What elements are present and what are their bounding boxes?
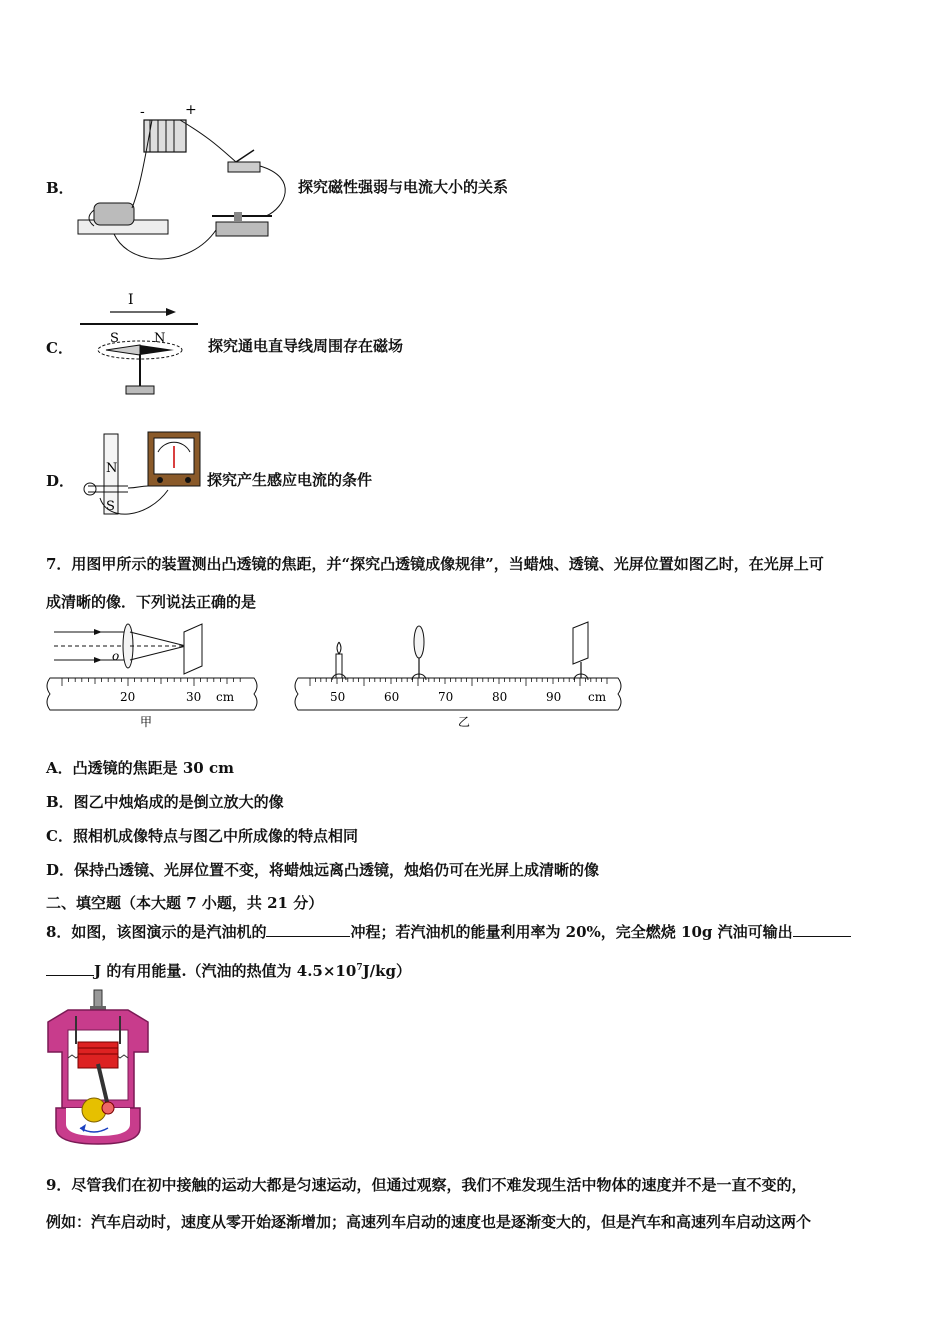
q8-exponent: 7 xyxy=(356,963,363,973)
figure-yi-caption: 乙 xyxy=(458,715,471,729)
ruler-yi-label-50: 50 xyxy=(330,690,346,704)
ruler-yi-label-60: 60 xyxy=(384,690,400,704)
q7-option-b: B．图乙中烛焰成的是倒立放大的像 xyxy=(46,793,284,811)
magnet-s-label: S xyxy=(106,499,115,514)
battery-minus-label: - xyxy=(140,104,145,120)
ruler-jia-label-20: 20 xyxy=(120,690,136,704)
figure-jia xyxy=(44,620,262,732)
ruler-jia-unit: cm xyxy=(216,690,235,704)
q7-option-a: A．凸透镜的焦距是 30 cm xyxy=(46,759,234,777)
ruler-yi-label-80: 80 xyxy=(492,690,508,704)
figure-yi xyxy=(290,620,628,732)
switch-icon xyxy=(228,162,260,172)
battery-plus-label: + xyxy=(185,102,197,118)
q8-blank-energy-part1[interactable] xyxy=(793,920,851,937)
q8-blank-energy-part2[interactable] xyxy=(46,959,94,976)
gasoline-engine-figure xyxy=(44,988,152,1146)
q7-stem-line2: 成清晰的像．下列说法正确的是 xyxy=(46,593,257,611)
screen-yi-icon xyxy=(573,622,588,664)
q8-line1-part1: 8．如图，该图演示的是汽油机的 xyxy=(46,923,267,941)
screen-jia-icon xyxy=(184,624,202,674)
compass-needle-icon xyxy=(106,345,140,355)
current-label: I xyxy=(128,292,134,308)
option-d-text: 探究产生感应电流的条件 xyxy=(207,471,373,489)
rheostat-icon xyxy=(216,222,268,236)
oersted-experiment-figure xyxy=(70,282,210,400)
figure-jia-caption: 甲 xyxy=(140,715,153,729)
optical-center-label: o xyxy=(112,649,120,663)
q7-option-d: D．保持凸透镜、光屏位置不变，将蜡烛远离凸透镜，烛焰仍可在光屏上成清晰的像 xyxy=(46,861,600,879)
electromagnet-coil-icon xyxy=(94,203,134,225)
q7-option-c: C．照相机成像特点与图乙中所成像的特点相同 xyxy=(46,827,358,845)
q8-line1 xyxy=(46,920,851,942)
q7-stem-line1: 7．用图甲所示的装置测出凸透镜的焦距，并“探究凸透镜成像规律”，当蜡烛、透镜、光屏位置如图乙时，在光屏上可 xyxy=(46,555,824,573)
q8-line2-part2: J/kg） xyxy=(362,962,412,980)
q8-line2 xyxy=(46,958,411,981)
ruler-yi-unit: cm xyxy=(588,690,607,704)
needle-n-label: N xyxy=(154,331,166,346)
ruler-jia-label-30: 30 xyxy=(186,690,202,704)
option-c-letter: C． xyxy=(46,339,73,357)
option-c-text: 探究通电直导线周围存在磁场 xyxy=(208,337,404,355)
electromagnet-circuit-figure xyxy=(70,98,300,268)
q9-line2: 例如：汽车启动时，速度从零开始逐渐增加；高速列车启动的速度也是逐渐变大的，但是汽车和高速列车启动这两个 xyxy=(46,1213,812,1231)
q9-line1: 9．尽管我们在初中接触的运动大都是匀速运动，但通过观察，我们不难发现生活中物体的速度并不是一直不变的， xyxy=(46,1176,807,1194)
q8-line1-part2: 冲程；若汽油机的能量利用率为 20%，完全燃烧 10g 汽油可输出 xyxy=(350,923,793,941)
q8-blank-stroke[interactable] xyxy=(266,920,350,937)
option-d-letter: D． xyxy=(46,472,75,490)
option-b-text: 探究磁性强弱与电流大小的关系 xyxy=(298,178,509,196)
spark-plug-icon xyxy=(94,990,102,1008)
ruler-yi-label-70: 70 xyxy=(438,690,454,704)
lens-yi-icon xyxy=(414,626,424,658)
section-heading: 二、填空题（本大题 7 小题，共 21 分） xyxy=(46,894,324,912)
induction-experiment-figure xyxy=(78,428,208,523)
magnet-n-label: N xyxy=(106,461,118,476)
q8-line2-part1: J 的有用能量.（汽油的热值为 4.5×10 xyxy=(94,962,357,980)
option-b-letter: B． xyxy=(46,179,74,197)
needle-s-label: S xyxy=(110,331,119,346)
candle-flame-icon xyxy=(337,642,341,654)
ruler-yi-label-90: 90 xyxy=(546,690,562,704)
